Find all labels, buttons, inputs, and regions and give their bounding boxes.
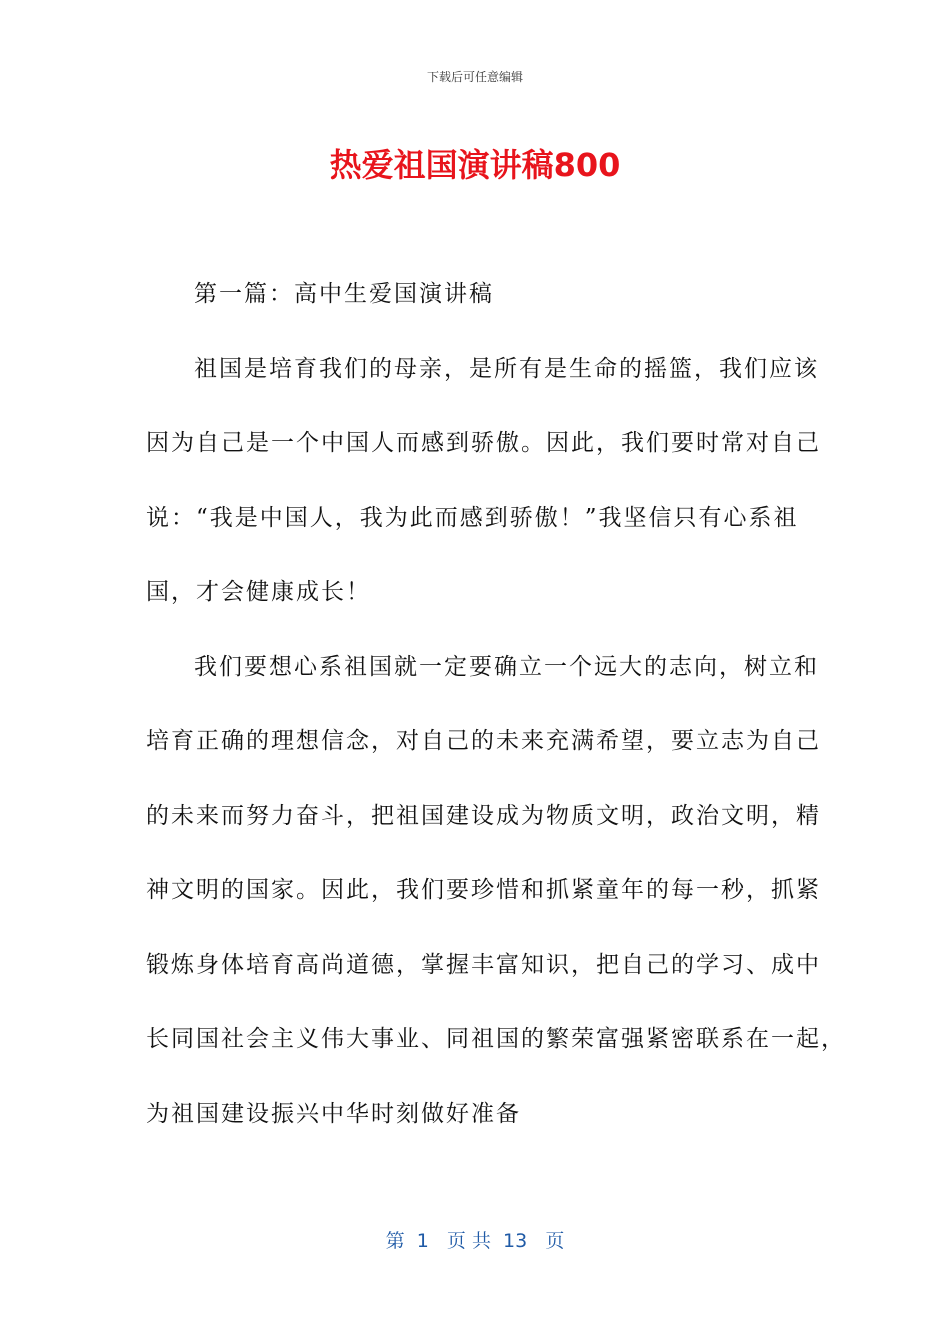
body-line: 因为自己是一个中国人而感到骄傲。因此，我们要时常对自己: [146, 430, 821, 456]
body-line: 的未来而努力奋斗，把祖国建设成为物质文明，政治文明，精: [146, 802, 821, 829]
header-note: 下载后可任意编辑: [426, 70, 523, 84]
body-line: 祖国是培育我们的母亲，是所有是生命的摇篮，我们应该: [194, 355, 819, 382]
body-line: 培育正确的理想信念，对自己的未来充满希望，要立志为自己: [146, 728, 821, 754]
body-line: 说：“我是中国人，我为此而感到骄傲！”我坚信只有心系祖: [146, 504, 799, 531]
document-title: 热爱祖国演讲稿800: [329, 146, 621, 184]
body-line: 我们要想心系祖国就一定要确立一个远大的志向，树立和: [194, 653, 819, 680]
body-line: 为祖国建设振兴中华时刻做好准备: [146, 1100, 521, 1127]
body-line: 长同国社会主义伟大事业、同祖国的繁荣富强紧密联系在一起，: [146, 1026, 846, 1052]
body-line: 国，才会健康成长！: [146, 579, 371, 605]
body-line: 锻炼身体培育高尚道德，掌握丰富知识，把自己的学习、成中: [146, 951, 821, 978]
document-body: [146, 266, 846, 1160]
body-line: 神文明的国家。因此，我们要珍惜和抓紧童年的每一秒，抓紧: [146, 877, 821, 903]
body-line: 第一篇：高中生爱国演讲稿: [194, 281, 494, 307]
page-number-footer: 第 1 页 共 13 页: [385, 1230, 565, 1252]
